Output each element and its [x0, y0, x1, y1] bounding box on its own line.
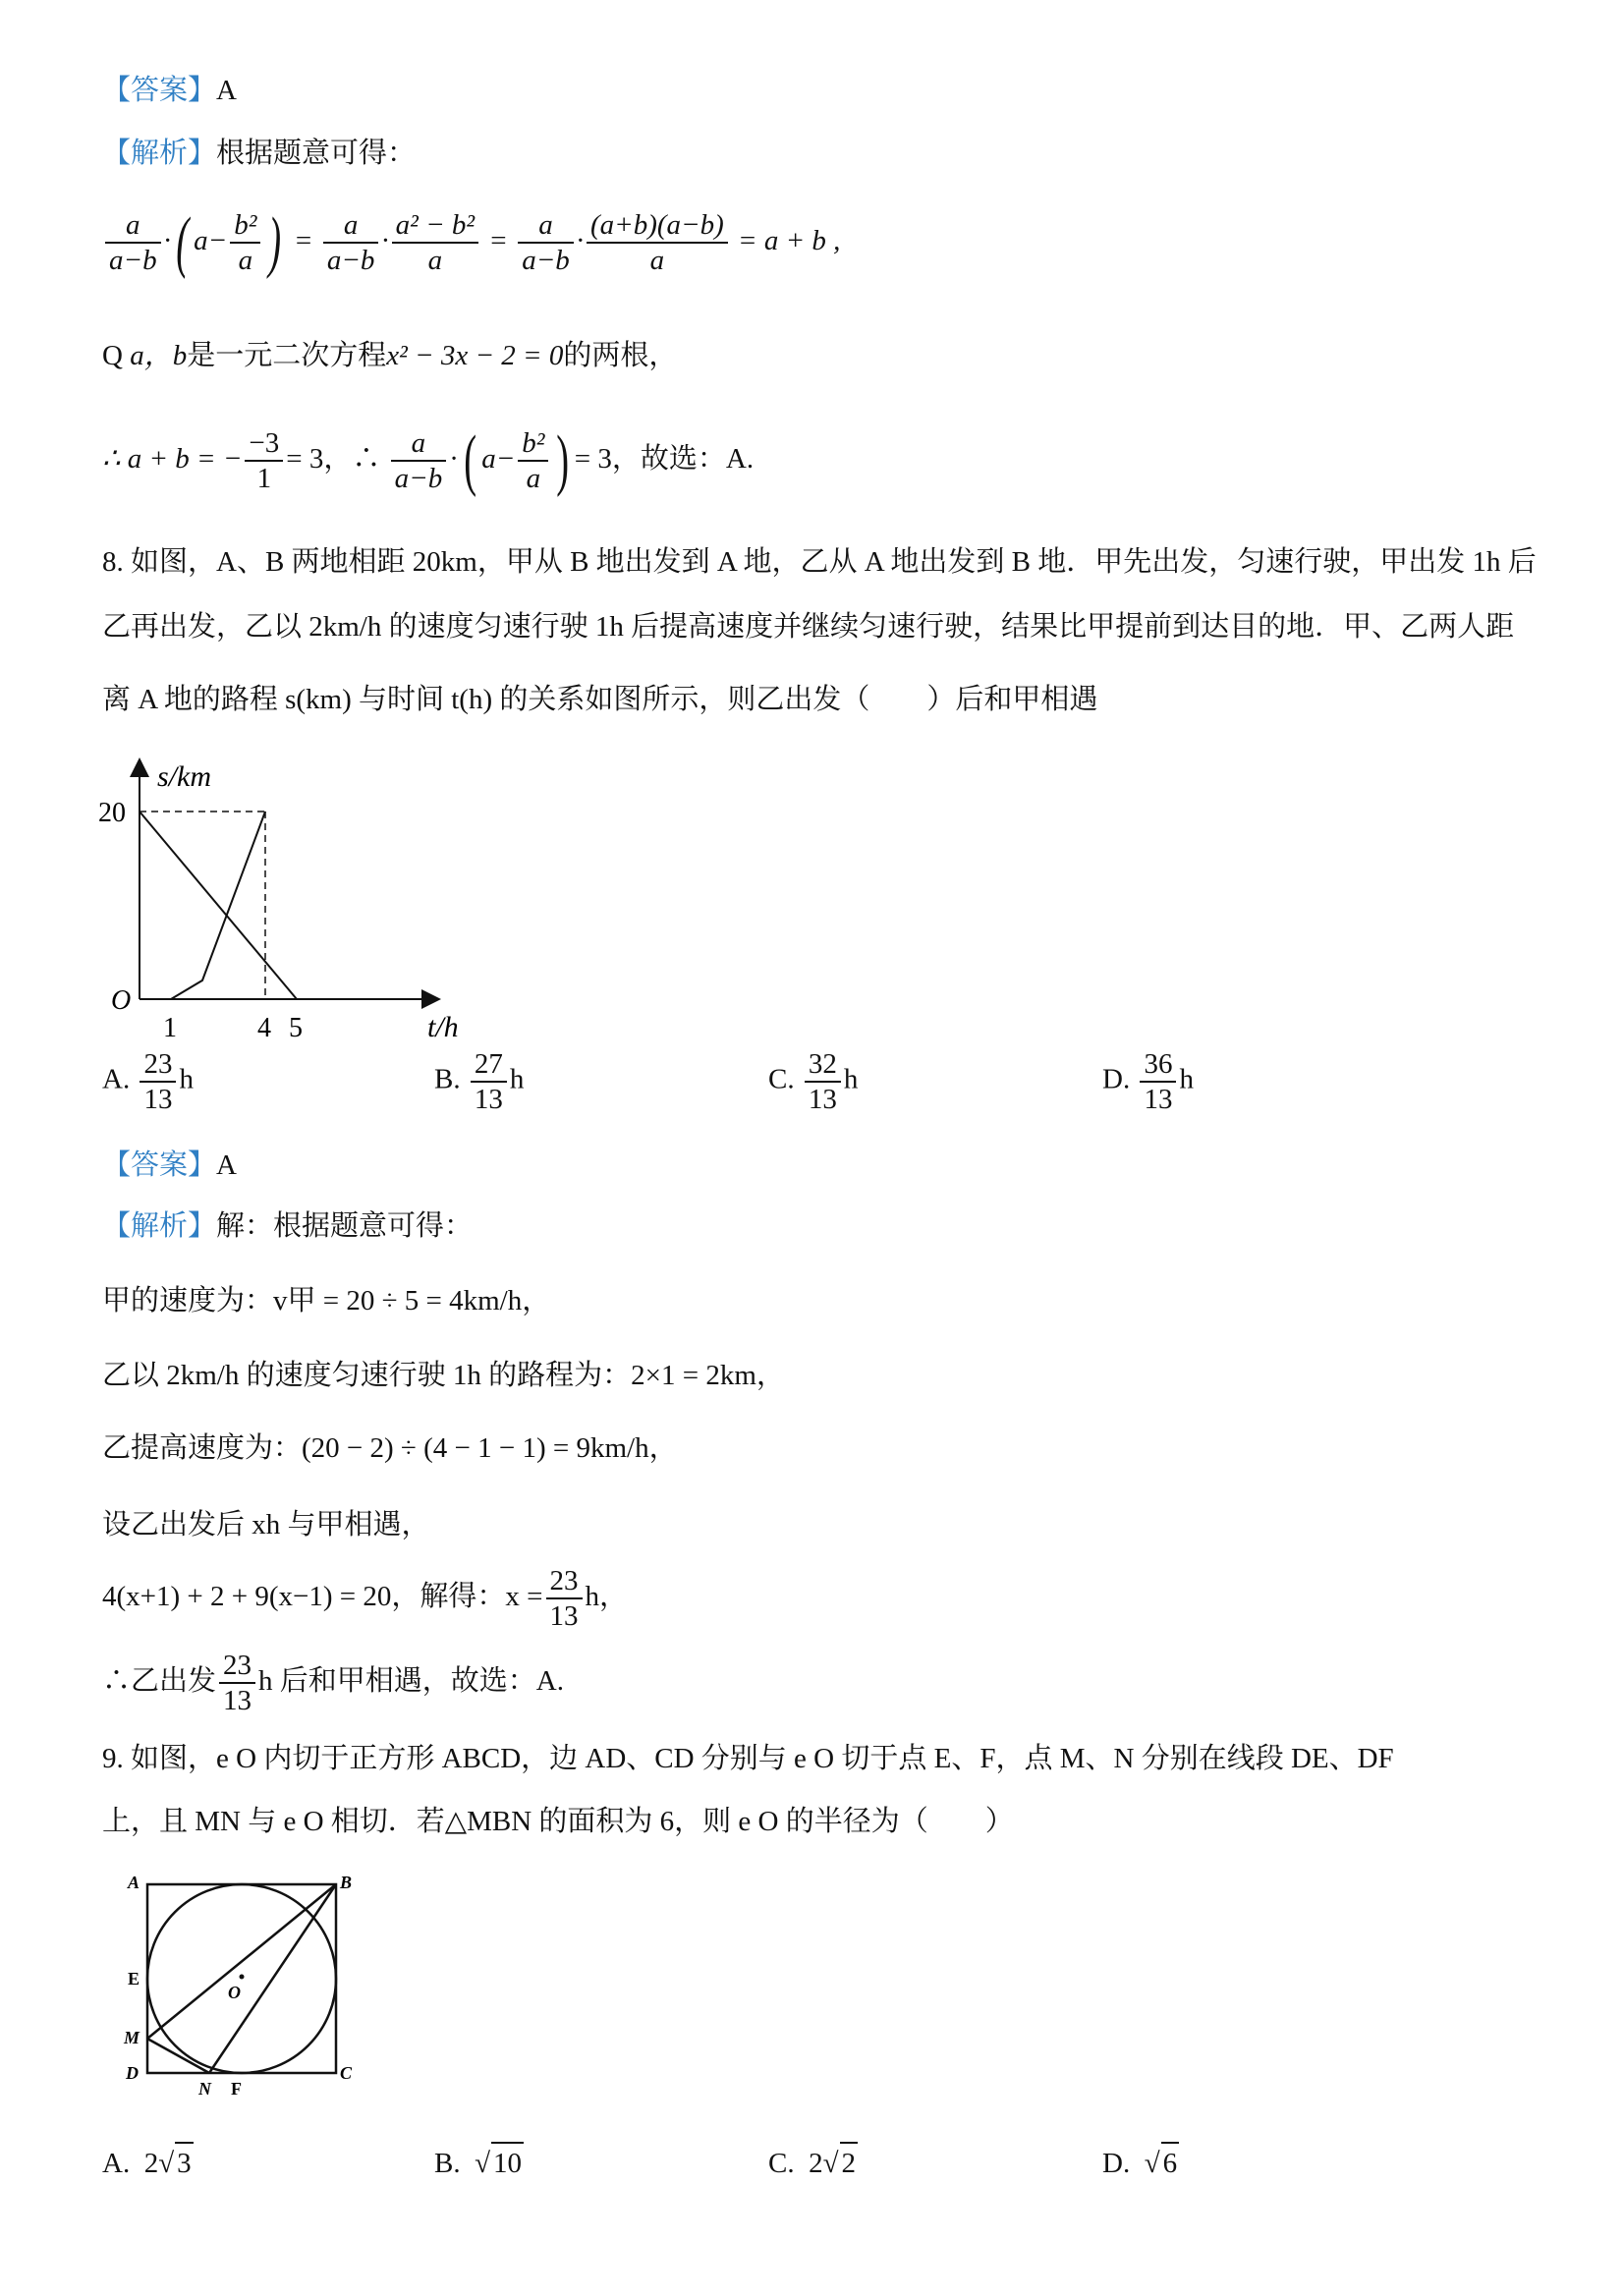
series-line-1 [140, 812, 297, 999]
origin-label: O [111, 985, 132, 1016]
answer-value: A [216, 1149, 237, 1181]
q8-step-1: 甲的速度为：v甲 = 20 ÷ 5 = 4km/h， [102, 1285, 551, 1316]
analysis-intro: 解：根据题意可得： [216, 1210, 474, 1242]
q8-option-a: A. $\frac{23}{13}$ h [102, 1048, 194, 1115]
segment-nb [209, 1884, 336, 2073]
fraction: $\frac{(a+b)(a-b)}{a}$ [587, 208, 728, 277]
y-axis-label: s/km [157, 760, 211, 793]
q8-option-d: D. $\frac{36}{13}$ h [1102, 1048, 1194, 1115]
q8-step-6: ∴乙出发 $\frac{23}{13}$ h 后和甲相遇，故选：A. [102, 1650, 564, 1717]
analysis-intro: 根据题意可得： [216, 138, 417, 169]
q7-answer-line [102, 71, 237, 110]
label-b: B [340, 1873, 353, 1892]
x-tick-label: 5 [289, 1013, 303, 1043]
label-o: O [228, 1983, 241, 2002]
q8-answer-line [102, 1146, 237, 1185]
label-n: N [198, 2079, 211, 2099]
q7-line-2: Q a，b是一元二次方程x² − 3x − 2 = 0的两根， [102, 340, 678, 371]
q8-step-5: 4(x+1) + 2 + 9(x−1) = 20，解得：x = $\frac{23}{13}$ h， [102, 1565, 629, 1633]
q9-stem-2: 上，且 MN 与 e O 相切．若△MBN 的面积为 6，则 e O 的半径为（ ） [102, 1806, 1014, 1837]
fraction: $\frac{\text{a² − b²}}{a}$ [392, 208, 478, 277]
q9-option-d: D. √ 6 [1102, 2142, 1179, 2183]
q8-step-2: 乙以 2km/h 的速度匀速行驶 1h 的路程为：2×1 = 2km， [102, 1360, 785, 1391]
q8-step-3: 乙提高速度为：(20 − 2) ÷ (4 − 1 − 1) = 9km/h， [102, 1432, 678, 1464]
fraction: $\frac{23}{13}$ [546, 1564, 583, 1633]
label-d: D [126, 2063, 139, 2083]
label-m: M [124, 2028, 140, 2047]
fraction: $\frac{a}{a-b}$ [518, 208, 574, 277]
answer-value: A [216, 75, 237, 106]
fraction: $\frac{a}{a-b}$ [391, 426, 447, 495]
q8-option-c: C. $\frac{32}{13}$ h [768, 1048, 859, 1115]
q9-stem-1: 9. 如图，e O 内切于正方形 ABCD，边 AD、CD 分别与 e O 切于点 E、F，点 M、N 分别在线段 DE、DF [102, 1743, 1394, 1774]
fraction: $\frac{a}{a-b}$ [323, 208, 379, 277]
q8-analysis-line [102, 1206, 473, 1246]
q8-stem-2: 乙再出发，乙以 2km/h 的速度匀速行驶 1h 后提高速度并继续匀速行驶，结果比甲提前到达目的地．甲、乙两人距 [102, 611, 1515, 643]
q8-stem-1: 8. 如图，A、B 两地相距 20km，甲从 B 地出发到 A 地，乙从 A 地出发到 B 地．甲先出发，匀速行驶，甲出发 1h 后 [102, 546, 1537, 578]
q9-option-c: C. 2√ 2 [768, 2142, 858, 2183]
label-e: E [128, 1969, 140, 1988]
fraction: $\frac{a}{a-b}$ [105, 208, 161, 277]
analysis-tag: 【解析】 [102, 138, 217, 169]
x-axis-label: t/h [427, 1011, 459, 1043]
fraction: $\frac{23}{13}$ [219, 1649, 255, 1717]
answer-tag: 【答案】 [102, 75, 217, 106]
fraction: $\frac{\text{b²}}{a}$ [230, 208, 260, 277]
fraction: $\frac{-3}{1}$ [245, 426, 283, 495]
q8-stem-3: 离 A 地的路程 s(km) 与时间 t(h) 的关系如图所示，则乙出发（ ）后和甲相遇 [102, 684, 1098, 715]
q7-line-3: ∴ a + b = − $\frac{-3}{1}$ = 3，∴ $\frac{a}{a-b}$ ·( a− $\frac{\text{b²}}{a}$ ) = 3，故选：A. [102, 422, 755, 499]
label-f: F [231, 2079, 242, 2099]
segment-mb [147, 1884, 336, 2039]
y-tick-label: 20 [98, 798, 126, 828]
label-a: A [128, 1873, 140, 1892]
center-dot [240, 1975, 245, 1980]
q7-equation-1: $\frac{a}{a-b}$ ·( a− $\frac{\text{b²}}{a}$ ) = $\frac{a}{a-b}$ · $\frac{\text{a² − b²}}{a}$ = $\frac{a}{a-b}$ · $\frac{(a+b)(a-b)}{a}$ = a + b , [102, 206, 840, 277]
q9-option-b: B. √ 10 [434, 2142, 524, 2183]
q8-step-4: 设乙出发后 xh 与甲相遇， [102, 1509, 430, 1540]
label-c: C [340, 2063, 353, 2083]
answer-tag: 【答案】 [102, 1149, 217, 1181]
analysis-tag: 【解析】 [102, 1210, 217, 1242]
x-tick-label: 1 [163, 1013, 177, 1043]
q9-figure [118, 1867, 373, 2102]
segment-mn [147, 2039, 209, 2073]
q7-analysis-line [102, 134, 416, 173]
q9-option-a: A. 2√ 3 [102, 2142, 194, 2183]
x-tick-label: 4 [257, 1013, 271, 1043]
q8-graph [93, 752, 506, 1046]
q8-option-b: B. $\frac{27}{13}$ h [434, 1048, 525, 1115]
fraction: $\frac{\text{b²}}{a}$ [518, 426, 548, 495]
